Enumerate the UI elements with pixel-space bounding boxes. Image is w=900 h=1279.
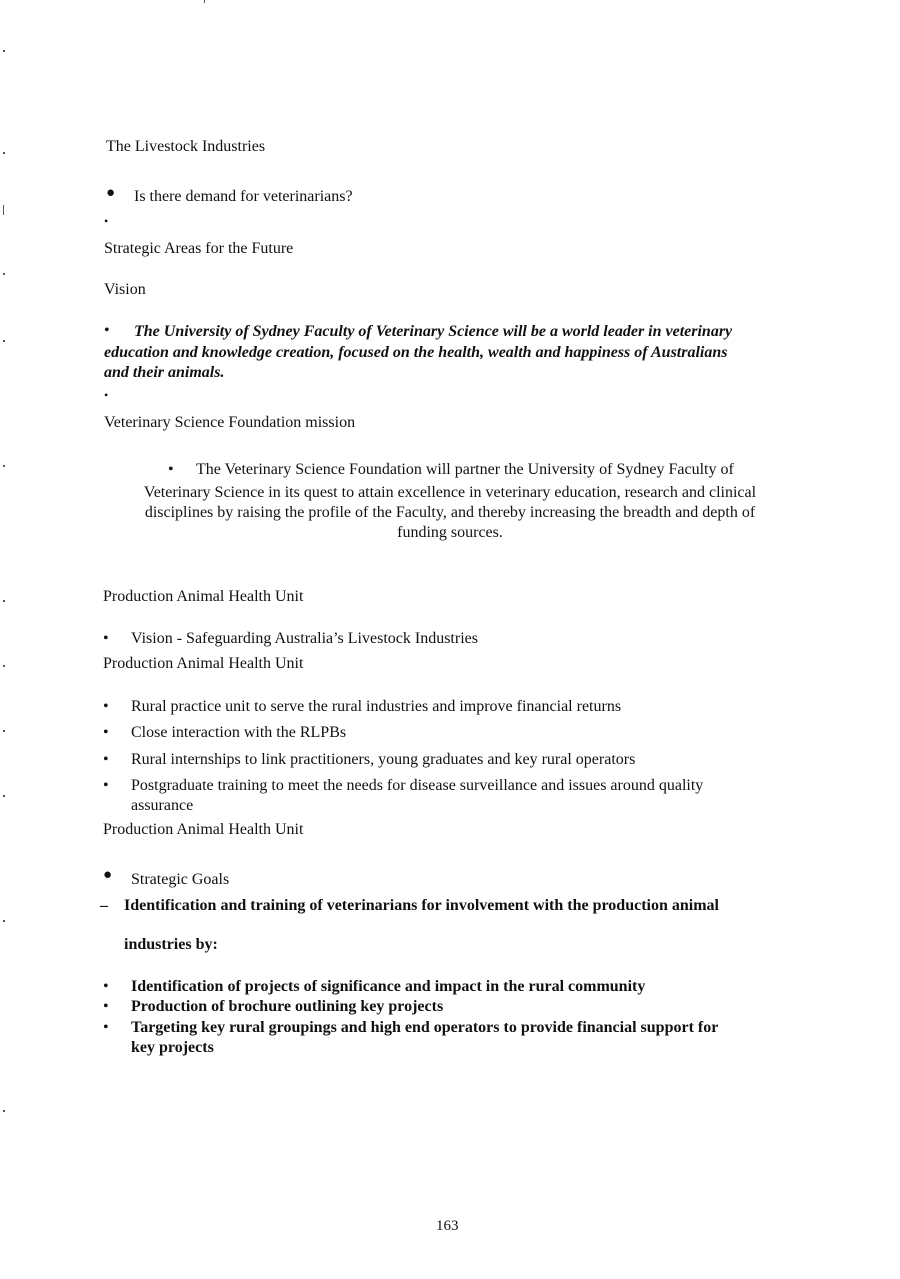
heading-pahu: Production Animal Health Unit [103,588,304,605]
list-item-pahu-vision: Vision - Safeguarding Australia’s Livestock Industries [131,630,478,647]
bullet-icon: • [104,322,110,339]
bullet-icon: • [104,388,109,402]
heading-strategic-areas: Strategic Areas for the Future [104,240,294,257]
bullet-icon: • [104,214,109,228]
mission-line: The Veterinary Science Foundation will partner the University of Sydney Faculty of [196,461,734,478]
scan-mark [3,273,5,275]
scan-mark [3,152,5,154]
scan-mark [3,920,5,922]
scan-mark [3,50,5,52]
heading-vision: Vision [104,281,146,298]
scan-mark [3,665,5,667]
page-number: 163 [436,1218,459,1234]
dash-icon: – [100,897,108,914]
scan-mark [3,730,5,732]
bullet-icon: • [103,724,109,741]
bullet-icon: • [168,461,174,478]
bullet-icon: • [103,751,109,768]
list-item-targeting-cont: key projects [131,1039,214,1056]
vision-statement-line: The University of Sydney Faculty of Veterinary Science will be a world leader in veterinary [134,323,733,340]
bullet-icon: ● [106,185,116,201]
scan-mark [3,205,4,215]
bullet-icon: • [103,698,109,715]
heading-livestock: The Livestock Industries [106,138,266,155]
list-item-projects: Identification of projects of significance and impact in the rural community [131,978,646,995]
list-item-brochure: Production of brochure outlining key projects [131,998,444,1015]
bullet-icon: ● [103,867,113,883]
heading-pahu: Production Animal Health Unit [103,821,304,838]
list-item-close-interaction: Close interaction with the RLPBs [131,724,347,741]
list-item-postgrad: Postgraduate training to meet the needs for disease surveillance and issues around quality [131,777,704,794]
list-item-strategic-goals: Strategic Goals [131,871,230,888]
list-item-internships: Rural internships to link practitioners, young graduates and key rural operators [131,751,636,768]
scan-mark [3,340,5,342]
scan-mark [3,1110,5,1112]
bullet-icon: • [103,630,109,647]
list-item-targeting: Targeting key rural groupings and high end operators to provide financial support for [131,1019,719,1036]
mission-line: funding sources. [397,524,503,541]
list-item-rural-practice: Rural practice unit to serve the rural industries and improve financial returns [131,698,622,715]
vision-statement-line: and their animals. [104,364,225,381]
bullet-icon: • [103,777,109,794]
list-item-demand: Is there demand for veterinarians? [134,188,353,205]
mission-line: disciplines by raising the profile of the Faculty, and thereby increasing the breadth and depth of [144,504,756,521]
heading-pahu: Production Animal Health Unit [103,655,304,672]
bullet-icon: • [103,978,109,995]
bullet-icon: • [103,998,109,1015]
list-item-postgrad-cont: assurance [131,797,194,814]
list-item-identification-training-cont: industries by: [124,936,218,953]
vision-statement-line: education and knowledge creation, focused on the health, wealth and happiness of Australians [104,344,728,361]
scan-mark [3,795,5,797]
scan-mark [3,465,5,467]
heading-foundation-mission: Veterinary Science Foundation mission [104,414,356,431]
list-item-identification-training: Identification and training of veterinarians for involvement with the production animal [124,897,719,914]
scan-mark [204,0,205,3]
bullet-icon: • [103,1019,109,1036]
scan-mark [3,600,5,602]
mission-line: Veterinary Science in its quest to attain excellence in veterinary education, research and clinical [143,484,757,501]
